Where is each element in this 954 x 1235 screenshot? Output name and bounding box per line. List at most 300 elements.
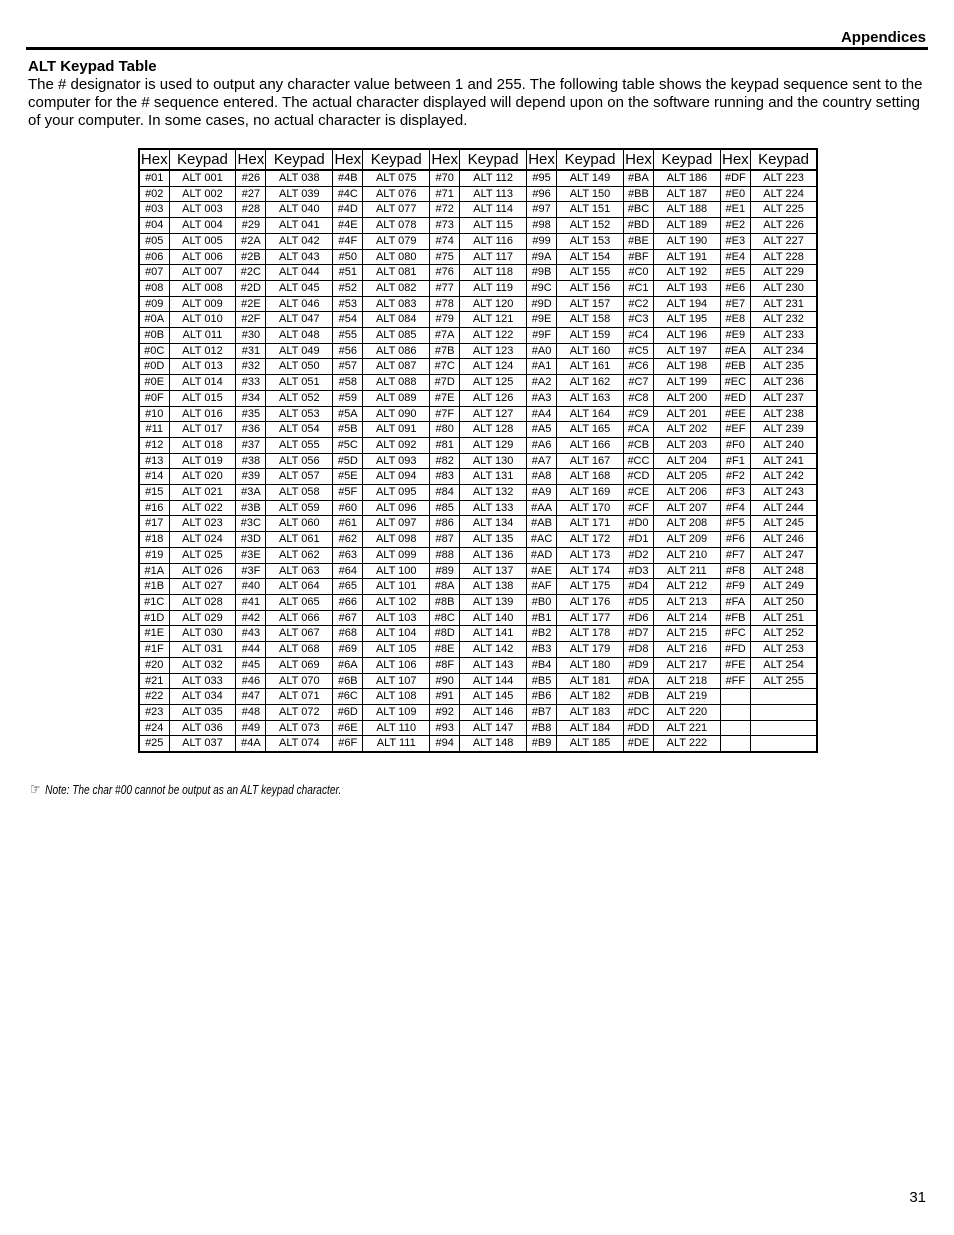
- hex-cell: #63: [333, 547, 363, 563]
- keypad-cell: ALT 090: [363, 406, 430, 422]
- keypad-cell: ALT 149: [557, 170, 624, 186]
- hex-cell: #45: [236, 657, 266, 673]
- hex-cell: #3A: [236, 485, 266, 501]
- hex-cell: #DF: [720, 170, 750, 186]
- keypad-cell: ALT 003: [169, 202, 236, 218]
- hex-cell: #98: [527, 218, 557, 234]
- hex-cell: #3B: [236, 500, 266, 516]
- hex-cell: #86: [430, 516, 460, 532]
- table-row: [139, 437, 817, 453]
- hex-cell: #1E: [139, 626, 169, 642]
- keypad-cell: ALT 187: [653, 186, 720, 202]
- hex-cell: #B4: [527, 657, 557, 673]
- hex-cell: #0F: [139, 390, 169, 406]
- keypad-cell: ALT 232: [750, 312, 817, 328]
- keypad-cell: ALT 147: [460, 720, 527, 736]
- hex-cell: #02: [139, 186, 169, 202]
- keypad-cell: ALT 178: [557, 626, 624, 642]
- keypad-cell: ALT 162: [557, 375, 624, 391]
- hex-cell: #6C: [333, 689, 363, 705]
- keypad-cell: ALT 066: [266, 610, 333, 626]
- keypad-cell: [750, 704, 817, 720]
- hex-cell: #21: [139, 673, 169, 689]
- table-row: [139, 265, 817, 281]
- hex-cell: #37: [236, 437, 266, 453]
- hex-cell: #70: [430, 170, 460, 186]
- keypad-cell: ALT 209: [653, 532, 720, 548]
- table-row: [139, 249, 817, 265]
- keypad-cell: ALT 031: [169, 642, 236, 658]
- hex-cell: #F9: [720, 579, 750, 595]
- hex-cell: #2B: [236, 249, 266, 265]
- keypad-cell: ALT 114: [460, 202, 527, 218]
- hex-cell: [720, 736, 750, 752]
- keypad-cell: ALT 008: [169, 280, 236, 296]
- hex-cell: #AA: [527, 500, 557, 516]
- hex-cell: #40: [236, 579, 266, 595]
- hex-cell: #A9: [527, 485, 557, 501]
- hex-cell: #22: [139, 689, 169, 705]
- keypad-cell: ALT 191: [653, 249, 720, 265]
- hex-cell: #8F: [430, 657, 460, 673]
- keypad-cell: ALT 247: [750, 547, 817, 563]
- keypad-cell: ALT 027: [169, 579, 236, 595]
- keypad-cell: ALT 116: [460, 233, 527, 249]
- keypad-cell: ALT 154: [557, 249, 624, 265]
- hex-cell: #92: [430, 704, 460, 720]
- hex-cell: #CF: [623, 500, 653, 516]
- keypad-cell: ALT 223: [750, 170, 817, 186]
- hex-cell: #61: [333, 516, 363, 532]
- hex-cell: [720, 689, 750, 705]
- keypad-cell: ALT 119: [460, 280, 527, 296]
- hex-cell: #82: [430, 453, 460, 469]
- keypad-cell: ALT 193: [653, 280, 720, 296]
- hex-cell: #90: [430, 673, 460, 689]
- hex-cell: #14: [139, 469, 169, 485]
- keypad-cell: ALT 017: [169, 422, 236, 438]
- keypad-cell: ALT 111: [363, 736, 430, 752]
- keypad-cell: ALT 248: [750, 563, 817, 579]
- hex-cell: #CC: [623, 453, 653, 469]
- hex-cell: #42: [236, 610, 266, 626]
- hex-cell: #E5: [720, 265, 750, 281]
- keypad-cell: ALT 128: [460, 422, 527, 438]
- hex-cell: #48: [236, 704, 266, 720]
- hex-cell: #7D: [430, 375, 460, 391]
- keypad-cell: ALT 218: [653, 673, 720, 689]
- hex-cell: #B8: [527, 720, 557, 736]
- hex-cell: [720, 720, 750, 736]
- hex-cell: #F4: [720, 500, 750, 516]
- hex-cell: #FF: [720, 673, 750, 689]
- table-row: [139, 704, 817, 720]
- keypad-cell: ALT 140: [460, 610, 527, 626]
- keypad-cell: ALT 158: [557, 312, 624, 328]
- hex-cell: #A6: [527, 437, 557, 453]
- hex-cell: #BD: [623, 218, 653, 234]
- pointing-hand-icon: ☞: [30, 781, 41, 798]
- keypad-cell: ALT 055: [266, 437, 333, 453]
- header-rule: [26, 47, 928, 50]
- hex-cell: #49: [236, 720, 266, 736]
- keypad-cell: ALT 153: [557, 233, 624, 249]
- keypad-cell: ALT 151: [557, 202, 624, 218]
- note: [30, 780, 341, 798]
- table-row: [139, 532, 817, 548]
- hex-cell: #41: [236, 594, 266, 610]
- hex-cell: #A2: [527, 375, 557, 391]
- hex-cell: #AB: [527, 516, 557, 532]
- keypad-cell: ALT 197: [653, 343, 720, 359]
- keypad-cell: ALT 105: [363, 642, 430, 658]
- keypad-cell: ALT 141: [460, 626, 527, 642]
- hex-cell: #58: [333, 375, 363, 391]
- keypad-cell: ALT 199: [653, 375, 720, 391]
- keypad-cell: ALT 160: [557, 343, 624, 359]
- keypad-cell: ALT 240: [750, 437, 817, 453]
- table-row: [139, 343, 817, 359]
- keypad-cell: ALT 138: [460, 579, 527, 595]
- keypad-cell: ALT 236: [750, 375, 817, 391]
- table-row: [139, 642, 817, 658]
- hex-cell: #46: [236, 673, 266, 689]
- keypad-cell: ALT 025: [169, 547, 236, 563]
- keypad-cell: ALT 077: [363, 202, 430, 218]
- hex-cell: #F6: [720, 532, 750, 548]
- hex-cell: #7C: [430, 359, 460, 375]
- keypad-cell: ALT 166: [557, 437, 624, 453]
- hex-cell: #09: [139, 296, 169, 312]
- hex-cell: #B3: [527, 642, 557, 658]
- keypad-cell: [750, 720, 817, 736]
- hex-cell: #95: [527, 170, 557, 186]
- table-row: [139, 610, 817, 626]
- table-row: [139, 500, 817, 516]
- keypad-cell: ALT 150: [557, 186, 624, 202]
- hex-cell: #01: [139, 170, 169, 186]
- keypad-cell: ALT 171: [557, 516, 624, 532]
- hex-cell: #E1: [720, 202, 750, 218]
- hex-cell: #62: [333, 532, 363, 548]
- hex-cell: #A3: [527, 390, 557, 406]
- keypad-cell: ALT 144: [460, 673, 527, 689]
- hex-cell: #81: [430, 437, 460, 453]
- page-title: ALT Keypad Table: [28, 58, 157, 75]
- keypad-cell: ALT 177: [557, 610, 624, 626]
- keypad-cell: ALT 237: [750, 390, 817, 406]
- header-hex: Hex: [528, 151, 555, 168]
- table-row: [139, 736, 817, 752]
- keypad-cell: ALT 188: [653, 202, 720, 218]
- keypad-cell: ALT 254: [750, 657, 817, 673]
- hex-cell: #12: [139, 437, 169, 453]
- hex-cell: #76: [430, 265, 460, 281]
- hex-cell: #EB: [720, 359, 750, 375]
- keypad-cell: ALT 125: [460, 375, 527, 391]
- hex-cell: #FE: [720, 657, 750, 673]
- keypad-cell: ALT 220: [653, 704, 720, 720]
- hex-cell: #54: [333, 312, 363, 328]
- header-keypad: Keypad: [653, 149, 720, 170]
- header-hex: Hex: [431, 151, 459, 168]
- hex-cell: #DD: [623, 720, 653, 736]
- hex-cell: #84: [430, 485, 460, 501]
- intro-paragraph: The # designator is used to output any character value between 1 and 255. The following table shows the keypad sequence sent to the computer for the # sequence entered. The actual character displayed will depend upon on the software running and the country setting of your computer. In some cases, no actual character is displayed.: [28, 76, 923, 129]
- hex-cell: #A5: [527, 422, 557, 438]
- hex-cell: #5E: [333, 469, 363, 485]
- keypad-cell: ALT 205: [653, 469, 720, 485]
- keypad-cell: ALT 040: [266, 202, 333, 218]
- keypad-cell: ALT 018: [169, 437, 236, 453]
- keypad-cell: ALT 184: [557, 720, 624, 736]
- hex-cell: #31: [236, 343, 266, 359]
- keypad-cell: ALT 228: [750, 249, 817, 265]
- keypad-cell: ALT 113: [460, 186, 527, 202]
- keypad-cell: ALT 106: [363, 657, 430, 673]
- keypad-cell: ALT 224: [750, 186, 817, 202]
- keypad-cell: ALT 206: [653, 485, 720, 501]
- keypad-cell: ALT 202: [653, 422, 720, 438]
- keypad-cell: ALT 102: [363, 594, 430, 610]
- keypad-cell: ALT 253: [750, 642, 817, 658]
- keypad-cell: ALT 107: [363, 673, 430, 689]
- keypad-cell: ALT 060: [266, 516, 333, 532]
- hex-cell: #D1: [623, 532, 653, 548]
- table-row: [139, 485, 817, 501]
- hex-cell: #CB: [623, 437, 653, 453]
- keypad-cell: ALT 042: [266, 233, 333, 249]
- keypad-cell: ALT 243: [750, 485, 817, 501]
- keypad-cell: ALT 086: [363, 343, 430, 359]
- table-row: [139, 626, 817, 642]
- hex-cell: #B7: [527, 704, 557, 720]
- hex-cell: #30: [236, 328, 266, 344]
- keypad-cell: ALT 195: [653, 312, 720, 328]
- keypad-cell: ALT 047: [266, 312, 333, 328]
- keypad-cell: ALT 241: [750, 453, 817, 469]
- table-row: [139, 328, 817, 344]
- hex-cell: #AC: [527, 532, 557, 548]
- keypad-cell: ALT 252: [750, 626, 817, 642]
- keypad-cell: ALT 127: [460, 406, 527, 422]
- hex-cell: #10: [139, 406, 169, 422]
- table-row: [139, 170, 817, 186]
- table-row: [139, 218, 817, 234]
- keypad-cell: ALT 173: [557, 547, 624, 563]
- header-keypad: Keypad: [750, 149, 817, 170]
- keypad-cell: ALT 009: [169, 296, 236, 312]
- hex-cell: #05: [139, 233, 169, 249]
- keypad-cell: ALT 152: [557, 218, 624, 234]
- keypad-cell: ALT 118: [460, 265, 527, 281]
- keypad-cell: ALT 013: [169, 359, 236, 375]
- hex-cell: #0C: [139, 343, 169, 359]
- hex-cell: #06: [139, 249, 169, 265]
- keypad-cell: ALT 011: [169, 328, 236, 344]
- hex-cell: #DA: [623, 673, 653, 689]
- header-hex: Hex: [334, 151, 362, 168]
- hex-cell: #5B: [333, 422, 363, 438]
- keypad-cell: ALT 103: [363, 610, 430, 626]
- hex-cell: #1D: [139, 610, 169, 626]
- hex-cell: #BB: [623, 186, 653, 202]
- keypad-cell: ALT 139: [460, 594, 527, 610]
- keypad-cell: ALT 020: [169, 469, 236, 485]
- keypad-cell: ALT 169: [557, 485, 624, 501]
- hex-cell: #FC: [720, 626, 750, 642]
- keypad-cell: ALT 065: [266, 594, 333, 610]
- keypad-cell: ALT 121: [460, 312, 527, 328]
- hex-cell: #56: [333, 343, 363, 359]
- hex-cell: #B9: [527, 736, 557, 752]
- keypad-cell: ALT 068: [266, 642, 333, 658]
- keypad-cell: ALT 181: [557, 673, 624, 689]
- hex-cell: #8C: [430, 610, 460, 626]
- hex-cell: #4A: [236, 736, 266, 752]
- keypad-cell: ALT 054: [266, 422, 333, 438]
- hex-cell: #4E: [333, 218, 363, 234]
- keypad-cell: ALT 168: [557, 469, 624, 485]
- keypad-cell: ALT 250: [750, 594, 817, 610]
- hex-cell: #53: [333, 296, 363, 312]
- keypad-cell: ALT 172: [557, 532, 624, 548]
- keypad-cell: ALT 100: [363, 563, 430, 579]
- hex-cell: #D3: [623, 563, 653, 579]
- hex-cell: #5C: [333, 437, 363, 453]
- hex-cell: #78: [430, 296, 460, 312]
- keypad-cell: ALT 019: [169, 453, 236, 469]
- hex-cell: #C4: [623, 328, 653, 344]
- table-row: [139, 186, 817, 202]
- keypad-cell: ALT 092: [363, 437, 430, 453]
- hex-cell: #C0: [623, 265, 653, 281]
- hex-cell: #8E: [430, 642, 460, 658]
- hex-cell: #50: [333, 249, 363, 265]
- keypad-cell: ALT 216: [653, 642, 720, 658]
- hex-cell: #69: [333, 642, 363, 658]
- hex-cell: #51: [333, 265, 363, 281]
- keypad-cell: ALT 225: [750, 202, 817, 218]
- keypad-cell: ALT 021: [169, 485, 236, 501]
- keypad-cell: ALT 176: [557, 594, 624, 610]
- keypad-cell: ALT 104: [363, 626, 430, 642]
- table-row: [139, 673, 817, 689]
- keypad-cell: ALT 207: [653, 500, 720, 516]
- table-row: [139, 375, 817, 391]
- hex-cell: #E6: [720, 280, 750, 296]
- table-row: [139, 359, 817, 375]
- hex-cell: #28: [236, 202, 266, 218]
- hex-cell: #DC: [623, 704, 653, 720]
- table-body: [139, 170, 817, 752]
- hex-cell: #11: [139, 422, 169, 438]
- keypad-cell: ALT 175: [557, 579, 624, 595]
- hex-cell: #C7: [623, 375, 653, 391]
- hex-cell: #DE: [623, 736, 653, 752]
- hex-cell: #5A: [333, 406, 363, 422]
- hex-cell: #F2: [720, 469, 750, 485]
- hex-cell: #57: [333, 359, 363, 375]
- keypad-cell: ALT 200: [653, 390, 720, 406]
- hex-cell: #EA: [720, 343, 750, 359]
- alt-keypad-table: [138, 148, 818, 753]
- hex-cell: #DB: [623, 689, 653, 705]
- keypad-cell: ALT 159: [557, 328, 624, 344]
- table-row: [139, 202, 817, 218]
- hex-cell: #5F: [333, 485, 363, 501]
- hex-cell: #6F: [333, 736, 363, 752]
- hex-cell: #33: [236, 375, 266, 391]
- keypad-cell: ALT 165: [557, 422, 624, 438]
- hex-cell: #67: [333, 610, 363, 626]
- keypad-cell: ALT 230: [750, 280, 817, 296]
- hex-cell: #0B: [139, 328, 169, 344]
- hex-cell: #9E: [527, 312, 557, 328]
- hex-cell: #6D: [333, 704, 363, 720]
- hex-cell: #EC: [720, 375, 750, 391]
- keypad-cell: ALT 146: [460, 704, 527, 720]
- hex-cell: #D4: [623, 579, 653, 595]
- keypad-cell: ALT 074: [266, 736, 333, 752]
- keypad-cell: ALT 043: [266, 249, 333, 265]
- header-hex: Hex: [625, 151, 652, 168]
- keypad-cell: ALT 239: [750, 422, 817, 438]
- keypad-cell: ALT 070: [266, 673, 333, 689]
- hex-cell: #B0: [527, 594, 557, 610]
- hex-cell: #FA: [720, 594, 750, 610]
- hex-cell: #7B: [430, 343, 460, 359]
- hex-cell: #E9: [720, 328, 750, 344]
- hex-cell: #9C: [527, 280, 557, 296]
- hex-cell: #C3: [623, 312, 653, 328]
- hex-cell: #79: [430, 312, 460, 328]
- hex-cell: #36: [236, 422, 266, 438]
- keypad-cell: ALT 131: [460, 469, 527, 485]
- keypad-cell: ALT 208: [653, 516, 720, 532]
- keypad-cell: ALT 094: [363, 469, 430, 485]
- keypad-cell: ALT 085: [363, 328, 430, 344]
- hex-cell: #93: [430, 720, 460, 736]
- keypad-cell: ALT 242: [750, 469, 817, 485]
- table-row: [139, 689, 817, 705]
- keypad-cell: ALT 082: [363, 280, 430, 296]
- hex-cell: [720, 704, 750, 720]
- keypad-cell: ALT 210: [653, 547, 720, 563]
- keypad-cell: ALT 196: [653, 328, 720, 344]
- hex-cell: #9F: [527, 328, 557, 344]
- keypad-cell: ALT 229: [750, 265, 817, 281]
- hex-cell: #FD: [720, 642, 750, 658]
- hex-cell: #EE: [720, 406, 750, 422]
- keypad-cell: ALT 249: [750, 579, 817, 595]
- keypad-cell: ALT 133: [460, 500, 527, 516]
- table-row: [139, 312, 817, 328]
- table-row: [139, 422, 817, 438]
- hex-cell: #38: [236, 453, 266, 469]
- hex-cell: #97: [527, 202, 557, 218]
- hex-cell: #D9: [623, 657, 653, 673]
- hex-cell: #F0: [720, 437, 750, 453]
- keypad-cell: ALT 134: [460, 516, 527, 532]
- keypad-cell: ALT 033: [169, 673, 236, 689]
- keypad-cell: ALT 194: [653, 296, 720, 312]
- hex-cell: #59: [333, 390, 363, 406]
- hex-cell: #75: [430, 249, 460, 265]
- keypad-cell: ALT 088: [363, 375, 430, 391]
- keypad-cell: ALT 073: [266, 720, 333, 736]
- header-keypad: Keypad: [169, 149, 236, 170]
